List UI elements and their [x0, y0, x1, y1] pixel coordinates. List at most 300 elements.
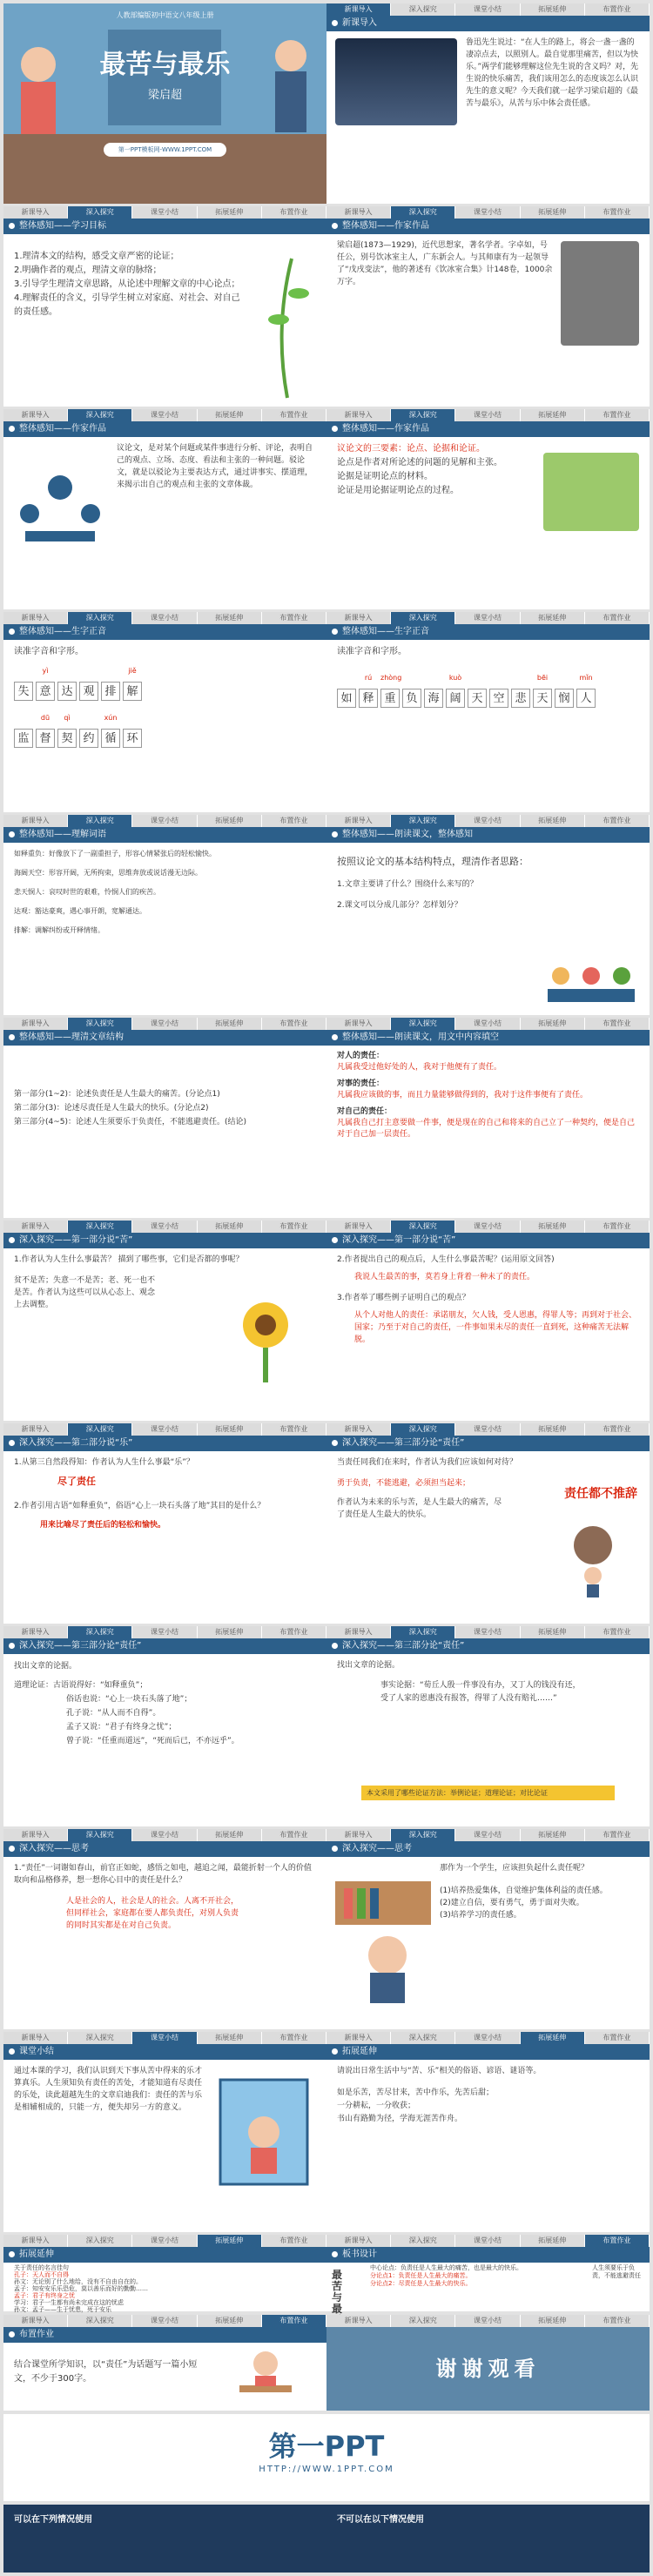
nav-item[interactable]: 课堂小结 [455, 2235, 520, 2247]
nav-item[interactable]: 新课导入 [3, 1829, 68, 1841]
footer-logo: 第一PPT [268, 2430, 385, 2463]
think-body [440, 1862, 639, 2024]
pinyin [57, 664, 77, 678]
nav-item[interactable]: 深入探究 [68, 2032, 132, 2044]
evidence-item: 孔子说：“从人而不自得”。 [66, 1709, 161, 1718]
slide-extension-2 [3, 2235, 326, 2311]
slide-reading [326, 815, 650, 1015]
nav-item[interactable]: 课堂小结 [132, 2032, 197, 2044]
nav-item[interactable]: 布置作业 [585, 612, 650, 624]
nav-bar [3, 409, 326, 421]
nav-item[interactable]: 新课导入 [326, 1829, 391, 1841]
nav-item[interactable]: 布置作业 [585, 3, 650, 16]
nav-item[interactable]: 拓展延伸 [198, 1423, 262, 1436]
nav-item[interactable]: 深入探究 [391, 409, 455, 421]
character: 循 [101, 729, 120, 748]
think-body [14, 1862, 316, 2024]
nav-item[interactable]: 深入探究 [68, 612, 132, 624]
nav-item[interactable]: 拓展延伸 [521, 409, 585, 421]
nav-item[interactable]: 课堂小结 [132, 206, 197, 219]
slide-heading: 整体感知——朗读课文，整体感知 [326, 827, 650, 843]
nav-item[interactable]: 新课导入 [326, 612, 391, 624]
nav-item[interactable]: 深入探究 [68, 409, 132, 421]
slide-explore-2 [326, 1221, 650, 1421]
nav-item[interactable]: 新课导入 [326, 1221, 391, 1233]
nav-item[interactable]: 新课导入 [3, 2032, 68, 2044]
nav-item[interactable]: 新课导入 [326, 1018, 391, 1030]
footer-url[interactable]: HTTP://WWW.1PPT.COM [259, 2465, 394, 2474]
carrying-load-icon [554, 1519, 632, 1597]
pinyin-row [14, 711, 316, 725]
slide-extension-1 [326, 2032, 650, 2232]
nav-item[interactable]: 布置作业 [585, 1018, 650, 1030]
nav-item[interactable]: 深入探究 [68, 2315, 132, 2327]
nav-item[interactable]: 课堂小结 [455, 1423, 520, 1436]
structure-list [14, 1087, 316, 1213]
nav-item[interactable]: 拓展延伸 [521, 2032, 585, 2044]
evidence-list [14, 1659, 316, 1821]
nav-item[interactable]: 布置作业 [585, 815, 650, 827]
nav-item[interactable]: 布置作业 [262, 1423, 326, 1436]
answer: 我说人生最苦的事，莫若身上背着一种未了的责任。 [354, 1273, 535, 1281]
nav-item[interactable]: 新课导入 [3, 612, 68, 624]
evidence-item: 孟子又说：“君子有终身之忧”； [66, 1723, 177, 1732]
question: 1.“责任”一词谢如春山，前官正如蛇，感悟之如电，越追之闻，最能折射一个人的价值取向和品格修养，想一想你心目中的责任是什么？ [14, 1864, 312, 1885]
nav-item[interactable]: 拓展延伸 [521, 1626, 585, 1638]
slide-heading: 拓展延伸 [326, 2044, 650, 2060]
nav-item[interactable]: 课堂小结 [132, 1018, 197, 1030]
nav-item[interactable]: 布置作业 [585, 1221, 650, 1233]
quote-item: 学习：君子一生都有尚未完成在这的忧虑 [14, 2299, 124, 2306]
nav-item[interactable]: 拓展延伸 [198, 409, 262, 421]
instruction: 关于责任的名言佳句 [14, 2264, 69, 2271]
character: 督 [36, 729, 55, 748]
slide-summary [3, 2032, 326, 2232]
slide-elements [326, 409, 650, 609]
lighthouse-image [335, 38, 457, 125]
usage-forbidden: 不可以在以下情况使用 [337, 2515, 424, 2525]
quote-item: 孔子：天人而不自得 [14, 2271, 69, 2278]
nav-bar [326, 815, 650, 827]
nav-item[interactable]: 深入探究 [391, 1829, 455, 1841]
nav-item[interactable]: 拓展延伸 [521, 206, 585, 219]
nav-item[interactable]: 布置作业 [262, 206, 326, 219]
answer-item: (2)建立自信，要有勇气，勇于面对失败。 [440, 1899, 584, 1907]
character: 约 [79, 729, 98, 748]
nav-item[interactable]: 拓展延伸 [521, 2315, 585, 2327]
pronounce-body [337, 645, 639, 807]
character: 天 [468, 689, 487, 708]
nav-item[interactable]: 拓展延伸 [521, 1018, 585, 1030]
nav-item[interactable]: 课堂小结 [455, 3, 520, 16]
vocab-item: 海阔天空：形容开阔，无所拘束，思维奔放或说话漫无边际。 [14, 869, 202, 877]
goal-item: 2.明确作者的观点，理清文章的脉络； [14, 266, 162, 275]
evidence-item: 曾子说：“任重而道远”，“死而后已，不亦远乎”。 [66, 1737, 239, 1745]
slide-think-2 [326, 1829, 650, 2029]
answer: 人是社会的人，社会是人的社会。人离不开社会，但同样社会，家庭都在要人都负责任，对别人负责的同时其实都是在对自己负责。 [66, 1897, 239, 1930]
nav-item[interactable]: 拓展延伸 [198, 1018, 262, 1030]
nav-item[interactable]: 新课导入 [326, 2235, 391, 2247]
discussion-icon [12, 453, 108, 548]
pinyin [511, 671, 530, 685]
pinyin-row [14, 664, 316, 678]
nav-bar [3, 1018, 326, 1030]
slide-fill-blank [326, 1018, 650, 1218]
element-item: 议论文的三要素：论点、论据和论证。 [337, 444, 485, 454]
pinyin [489, 671, 508, 685]
instruction: 读准字音和字形。 [337, 647, 407, 656]
goal-item: 4.理解责任的含义，引导学生树立对家庭、对社会、对自己的责任感。 [14, 293, 240, 317]
nav-item[interactable]: 拓展延伸 [521, 3, 585, 16]
nav-item[interactable]: 布置作业 [262, 1626, 326, 1638]
pinyin-row [337, 671, 639, 685]
evidence-item: 俗话也说：“心上一块石头落了地”； [66, 1695, 192, 1704]
nav-bar [326, 1423, 650, 1436]
nav-item[interactable]: 新课导入 [326, 2032, 391, 2044]
nav-item[interactable]: 深入探究 [68, 1423, 132, 1436]
nav-item[interactable]: 深入探究 [68, 1018, 132, 1030]
slide-vocab [3, 815, 326, 1015]
nav-item[interactable]: 拓展延伸 [198, 2032, 262, 2044]
char-row [337, 689, 639, 708]
slide-board-design [326, 2235, 650, 2315]
nav-item[interactable]: 新课导入 [3, 206, 68, 219]
cover-series: 人教部编版初中语文八年级上册 [116, 11, 214, 19]
nav-item[interactable]: 布置作业 [585, 1423, 650, 1436]
slide-author [326, 206, 650, 407]
nav-bar [326, 1018, 650, 1030]
nav-item[interactable]: 深入探究 [391, 206, 455, 219]
nav-item[interactable]: 课堂小结 [132, 612, 197, 624]
pinyin [123, 711, 142, 725]
nav-item[interactable]: 深入探究 [391, 1626, 455, 1638]
slide-heading: 深入探究——第二部分说“乐” [3, 1436, 326, 1451]
window-girl-icon [212, 2071, 316, 2202]
question: 那作为一个学生，应该担负起什么责任呢？ [440, 1864, 589, 1873]
nav-item[interactable]: 课堂小结 [455, 1626, 520, 1638]
nav-item[interactable]: 新课导入 [326, 1626, 391, 1638]
nav-item[interactable]: 深入探究 [391, 2032, 455, 2044]
pinyin [468, 671, 487, 685]
nav-bar [326, 2315, 650, 2327]
pinyin: kuò [448, 674, 462, 682]
character: 空 [489, 689, 508, 708]
nav-bar [3, 1221, 326, 1233]
nav-item[interactable]: 拓展延伸 [198, 206, 262, 219]
slide-genre [3, 409, 326, 609]
nav-item[interactable]: 布置作业 [585, 1829, 650, 1841]
vocab-item: 排解：调解纠纷或开释情绪。 [14, 926, 104, 934]
character: 天 [533, 689, 552, 708]
answer: 贫不是苦；失意一不是苦；老、死一也不是苦。作者认为这些可以从心态上、观念上去调整。 [14, 1276, 156, 1309]
nav-item[interactable]: 新课导入 [326, 1423, 391, 1436]
quote-item: 孙文：孟子——生于忧患，死于安乐 [14, 2306, 111, 2313]
nav-item[interactable]: 拓展延伸 [521, 815, 585, 827]
nav-item[interactable]: 新课导入 [3, 815, 68, 827]
character: 监 [14, 729, 33, 748]
nav-item[interactable]: 布置作业 [262, 612, 326, 624]
character: 悯 [555, 689, 574, 708]
character: 重 [380, 689, 400, 708]
nav-bar [326, 1626, 650, 1638]
nav-item[interactable]: 新课导入 [3, 1626, 68, 1638]
summary-text: 通过本课的学习，我们认识到天下事从苦中得来的乐才算真乐。人生须知负有责任的苦处，才能知道有尽责任的乐处，读此超越先生的文章启迪我们：责任的苦与乐是相辅相成的，只能一方，便失却另一方的意义。 [14, 2067, 203, 2112]
nav-item[interactable]: 课堂小结 [455, 1829, 520, 1841]
nav-item[interactable]: 布置作业 [585, 206, 650, 219]
nav-bar [326, 206, 650, 219]
quote-item: 孙文：无论别了什么地给，没有不自由自在的。 [14, 2278, 142, 2285]
nav-item[interactable]: 布置作业 [262, 1018, 326, 1030]
nav-bar [3, 2315, 326, 2327]
slide-heading: 深入探究——思考 [326, 1841, 650, 1857]
nav-item[interactable]: 拓展延伸 [198, 2235, 262, 2247]
answer-item: 一分耕耘，一分收获； [337, 2102, 416, 2110]
nav-item[interactable]: 深入探究 [68, 1829, 132, 1841]
nav-item[interactable]: 深入探究 [391, 2235, 455, 2247]
nav-item[interactable]: 深入探究 [68, 1626, 132, 1638]
slide-homework [3, 2315, 326, 2411]
nav-item[interactable]: 深入探究 [391, 815, 455, 827]
slide-heading: 拓展延伸 [3, 2247, 326, 2263]
pinyin [337, 671, 356, 685]
nav-item[interactable]: 布置作业 [585, 409, 650, 421]
nav-item[interactable]: 课堂小结 [455, 612, 520, 624]
vocab-item: 达观：豁达豪爽，遇心事开朗，宽解通达。 [14, 907, 146, 915]
nav-item[interactable]: 新课导入 [3, 409, 68, 421]
nav-item[interactable]: 课堂小结 [132, 1829, 197, 1841]
nav-item[interactable]: 布置作业 [585, 1626, 650, 1638]
nav-item[interactable]: 新课导入 [3, 1221, 68, 1233]
genre-text: 议论文，是对某个问题或某件事进行分析、评论，表明自己的观点、立场、态度、看法和主张的一种问题。驳论文，就是以驳论为主要表达方式，通过讲事实、摆道理，来揭示出自己的观点和主张的文章体裁。 [117, 444, 313, 489]
slide-heading: 整体感知——朗读课文，用文中内容填空 [326, 1030, 650, 1046]
homework-text: 结合课堂所学知识，以“责任”为话题写一篇小短文，不少于300字。 [14, 2360, 198, 2384]
question: 3.作者举了哪些例子证明自己的观点？ [337, 1294, 470, 1302]
nav-item[interactable]: 拓展延伸 [521, 2235, 585, 2247]
nav-item[interactable]: 拓展延伸 [521, 1423, 585, 1436]
nav-item[interactable]: 深入探究 [391, 612, 455, 624]
nav-item[interactable]: 拓展延伸 [198, 1221, 262, 1233]
cover-title: 最苦与最乐 [99, 50, 231, 80]
element-item: 论证是用论据证明论点的过程。 [337, 486, 459, 495]
nav-item[interactable]: 课堂小结 [132, 1626, 197, 1638]
pinyin [555, 671, 574, 685]
structure-item: 第三部分(4~5)：论述人生须要乐于负责任，不能逃避责任。(结论) [14, 1118, 247, 1127]
board-center: 中心论点：负责任是人生最大的痛苦，也是最大的快乐。 [370, 2264, 522, 2271]
nav-item[interactable]: 深入探究 [391, 3, 455, 16]
answer: 勇于负责，不能逃避，必须担当起来； [337, 1479, 471, 1488]
nav-item[interactable]: 课堂小结 [132, 815, 197, 827]
slide-cover [3, 3, 326, 204]
nav-bar [3, 1423, 326, 1436]
slide-heading: 整体感知——作家作品 [326, 219, 650, 234]
nav-item[interactable]: 新课导入 [3, 1423, 68, 1436]
explore-body [14, 1456, 316, 1618]
instruction: 找出文章的论据。 [337, 1661, 401, 1670]
nav-item[interactable]: 布置作业 [262, 2315, 326, 2327]
nav-item[interactable]: 拓展延伸 [198, 815, 262, 827]
pinyin: jiě [128, 667, 137, 675]
slide-intro [326, 3, 650, 204]
fill-body [337, 1051, 639, 1213]
pinyin [14, 664, 33, 678]
pinyin: rú [364, 674, 373, 682]
nav-item[interactable]: 课堂小结 [132, 409, 197, 421]
nav-item[interactable]: 课堂小结 [132, 1423, 197, 1436]
nav-item[interactable]: 课堂小结 [132, 1221, 197, 1233]
slide-heading: 整体感知——学习目标 [3, 219, 326, 234]
nav-item[interactable]: 深入探究 [391, 1221, 455, 1233]
question: 2.作者提出自己的观点后，人生什么事最苦呢？(运用原文回答) [337, 1255, 555, 1264]
students-icon [543, 954, 639, 1006]
nav-item[interactable]: 新课导入 [326, 3, 391, 16]
nav-item[interactable]: 拓展延伸 [521, 612, 585, 624]
nav-item[interactable]: 布置作业 [262, 2235, 326, 2247]
character: 失 [14, 682, 33, 701]
char-row [14, 729, 316, 748]
nav-bar [3, 815, 326, 827]
goal-list [14, 250, 248, 401]
structure-item: 第二部分(3)：论述尽责任是人生最大的快乐。(分论点2) [14, 1104, 209, 1113]
nav-bar [326, 409, 650, 421]
evidence-item: 事实论据：“荀丘人殷一件事没有办，又丁人的钱没有还，受了人家的恩惠没有报答，得罪了人没有赔礼……” [380, 1681, 581, 1703]
nav-item[interactable]: 深入探究 [68, 2235, 132, 2247]
author-text: 梁启超(1873—1929)，近代思想家，著名学者。字卓如，号任公，别号饮冰室主人，广东新会人。与其师康有为一起领导了“戊戌变法”，他的著述有《饮冰室合集》计148卷，1000余万字。 [337, 241, 553, 286]
character: 观 [79, 682, 98, 701]
nav-bar [326, 1221, 650, 1233]
board-branches [370, 2264, 579, 2288]
nav-item[interactable]: 课堂小结 [132, 2235, 197, 2247]
nav-item[interactable]: 新课导入 [326, 2315, 391, 2327]
nav-item[interactable]: 深入探究 [391, 1423, 455, 1436]
brand-footer [3, 2414, 650, 2501]
nav-item[interactable]: 拓展延伸 [198, 1626, 262, 1638]
nav-item[interactable]: 布置作业 [262, 2032, 326, 2044]
nav-item[interactable]: 深入探究 [391, 2315, 455, 2327]
nav-item[interactable]: 布置作业 [262, 815, 326, 827]
pinyin: mǐn [579, 674, 593, 682]
slide-explore-3 [3, 1423, 326, 1624]
nav-item[interactable]: 课堂小结 [132, 2315, 197, 2327]
nav-bar [3, 612, 326, 624]
extension-body [337, 2065, 639, 2227]
quote-item: 孟子：知安安乐乐恐危，莫以善乐而好的勤勤…… [14, 2285, 148, 2292]
character: 悲 [511, 689, 530, 708]
slide-heading: 深入探究——第三部分论“责任” [326, 1436, 650, 1451]
pinyin: yì [42, 667, 49, 675]
answer-item: 如是乐苦，苦尽甘来，苦中作乐，先苦后甜； [337, 2088, 495, 2097]
fill-answer: 凡属我应该做的事，而且力量能够做得到的，我对于这件事便有了责任。 [337, 1091, 589, 1100]
slide-explore-5 [3, 1626, 326, 1826]
pinyin [79, 664, 98, 678]
quote-item: 孟子：君子有终身之忧 [14, 2292, 75, 2299]
answer-item: (1)培养热爱集体，自觉维护集体利益的责任感。 [440, 1887, 608, 1895]
slide-pronounce-1 [3, 612, 326, 812]
fill-answer: 凡属我自己打主意要做一件事，便是现在的自己和将来的自己立了一种契约，便是自己对于自己加一层责任。 [337, 1119, 636, 1139]
nav-item[interactable]: 拓展延伸 [198, 1829, 262, 1841]
nav-item[interactable]: 深入探究 [391, 1018, 455, 1030]
nav-item[interactable]: 拓展延伸 [521, 1221, 585, 1233]
nav-item[interactable]: 布置作业 [585, 2032, 650, 2044]
plant-icon [257, 241, 318, 398]
nav-item[interactable]: 课堂小结 [455, 409, 520, 421]
reading-task: 按照议论文的基本结构特点，理清作者思路： [337, 856, 528, 867]
slide-goals [3, 206, 326, 407]
nav-item[interactable]: 布置作业 [262, 1829, 326, 1841]
nav-item[interactable]: 布置作业 [262, 1221, 326, 1233]
fill-label: 对事的责任： [337, 1079, 385, 1088]
element-item: 论点是作者对所论述的问题的见解和主张。 [337, 458, 502, 467]
student-writing-icon [231, 2346, 300, 2407]
character: 契 [57, 729, 77, 748]
nav-bar [326, 3, 650, 16]
nav-item[interactable]: 新课导入 [326, 206, 391, 219]
nav-bar [3, 206, 326, 219]
slide-heading: 新课导入 [326, 16, 650, 31]
nav-item[interactable]: 课堂小结 [455, 1221, 520, 1233]
nav-item[interactable]: 布置作业 [262, 409, 326, 421]
pinyin [402, 671, 421, 685]
nav-item[interactable]: 布置作业 [585, 2235, 650, 2247]
nav-item[interactable]: 布置作业 [585, 2315, 650, 2327]
method-note: 本文采用了哪些论证方法：举例论证；道理论证；对比论证 [361, 1786, 615, 1800]
cover-illustration [3, 3, 326, 204]
element-item: 论据是证明论点的材料。 [337, 472, 433, 481]
instruction: 找出文章的论据。 [14, 1662, 77, 1671]
slide-heading: 整体感知——生字正音 [3, 624, 326, 640]
nav-bar [326, 1829, 650, 1841]
answer: 尽了责任 [57, 1476, 96, 1487]
slide-heading: 整体感知——理解词语 [3, 827, 326, 843]
character: 如 [337, 689, 356, 708]
nav-item[interactable]: 深入探究 [68, 815, 132, 827]
nav-item[interactable]: 课堂小结 [455, 206, 520, 219]
board-title: 最苦与最 [332, 2269, 343, 2315]
nav-item[interactable]: 新课导入 [3, 1018, 68, 1030]
nav-item[interactable]: 深入探究 [68, 1221, 132, 1233]
nav-item[interactable]: 课堂小结 [455, 2032, 520, 2044]
nav-item[interactable]: 新课导入 [3, 2315, 68, 2327]
slide-heading: 深入探究——第三部分论“责任” [326, 1638, 650, 1654]
quote-list [14, 2264, 316, 2313]
nav-item[interactable]: 拓展延伸 [198, 612, 262, 624]
nav-item[interactable]: 拓展延伸 [198, 2315, 262, 2327]
slide-structure [3, 1018, 326, 1218]
pinyin [101, 664, 120, 678]
nav-bar [326, 612, 650, 624]
character: 人 [576, 689, 596, 708]
nav-item[interactable]: 新课导入 [326, 409, 391, 421]
slide-heading: 深入探究——第一部分说“苦” [3, 1233, 326, 1248]
nav-bar [3, 1626, 326, 1638]
usage-allowed: 可以在下列情况使用 [14, 2515, 92, 2525]
question: 1.从第三自然段得知：作者认为人生什么事最“乐”？ [14, 1458, 194, 1467]
vocab-list [14, 848, 316, 1010]
nav-item[interactable]: 拓展延伸 [521, 1829, 585, 1841]
cover-brand: 第一PPT模板网-WWW.1PPT.COM [104, 143, 226, 157]
character: 达 [57, 682, 77, 701]
responsibility-label: 责任都不推辞 [564, 1487, 637, 1501]
nav-item[interactable]: 新课导入 [3, 2235, 68, 2247]
nav-item[interactable]: 课堂小结 [455, 2315, 520, 2327]
nav-item[interactable]: 课堂小结 [455, 1018, 520, 1030]
elements-list [337, 442, 536, 604]
character: 海 [424, 689, 443, 708]
nav-item[interactable]: 新课导入 [326, 815, 391, 827]
goal-item: 3.引导学生理清文章思路，从论述中理解文章的中心论点； [14, 279, 240, 289]
answer: 从个人对他人的责任：承诺朋友，欠人钱，受人恩惠，得罪人等；再到对于社会、国家；乃至于对自己的责任，一件事如果未尽的责任一直到死，这种痛苦无法解脱。 [354, 1311, 637, 1344]
nav-item[interactable]: 深入探究 [68, 206, 132, 219]
nav-item[interactable]: 课堂小结 [455, 815, 520, 827]
